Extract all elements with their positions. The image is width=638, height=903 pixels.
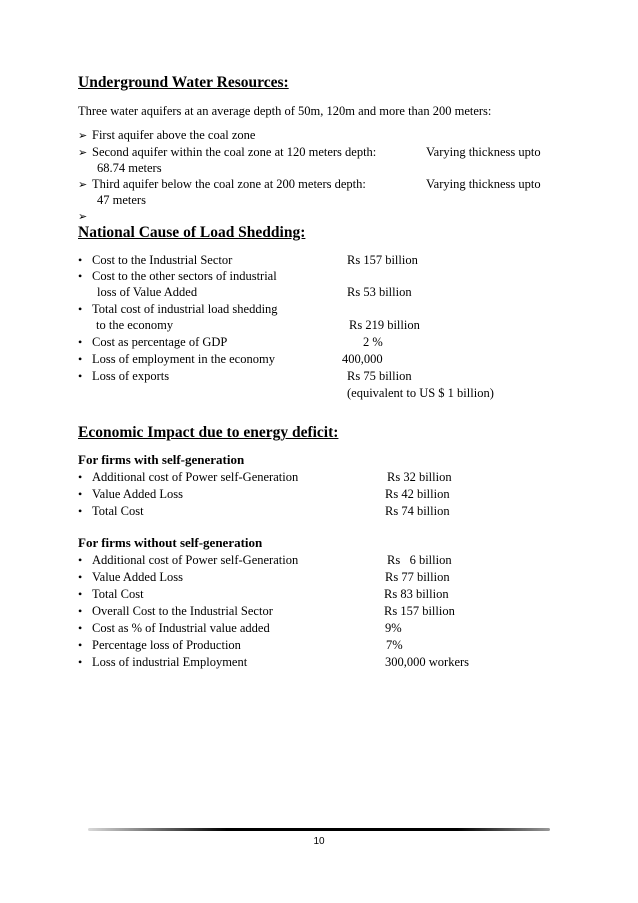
dot-bullet-icon: • [78, 504, 83, 518]
list-item [78, 128, 255, 143]
list-item-empty [78, 209, 92, 224]
list-item-text: Second aquifer within the coal zone at 120 meters depth: [92, 145, 377, 159]
arrow-bullet-icon: ➢ [78, 147, 88, 159]
list-item [78, 369, 169, 384]
list-item-detail: Varying thickness upto [426, 145, 541, 159]
list-item-value: 9% [385, 621, 402, 635]
list-item-value: Rs 219 billion [349, 318, 420, 332]
list-item-value: Rs 42 billion [385, 487, 450, 501]
list-item [78, 302, 278, 317]
dot-bullet-icon: • [78, 269, 83, 283]
section-heading-economic-impact: Economic Impact due to energy deficit: [78, 424, 339, 441]
page-number: 10 [313, 836, 325, 847]
list-item-value: Rs 157 billion [347, 253, 418, 267]
dot-bullet-icon: • [78, 352, 83, 366]
list-item [78, 655, 247, 670]
dot-bullet-icon: • [78, 302, 83, 316]
dot-bullet-icon: • [78, 638, 83, 652]
list-item-label: Cost as percentage of GDP [92, 335, 228, 349]
list-item [78, 335, 227, 350]
list-item [78, 269, 277, 284]
list-item-value: 400,000 [342, 352, 383, 366]
list-item-label-continuation: loss of Value Added [97, 285, 198, 299]
list-item-text: First aquifer above the coal zone [92, 128, 256, 142]
list-item [78, 177, 366, 192]
list-item [78, 504, 144, 519]
footer-divider [88, 828, 550, 831]
list-item [78, 587, 144, 602]
list-item-label-continuation: to the economy [96, 318, 174, 332]
list-item [78, 253, 232, 268]
dot-bullet-icon: • [78, 487, 83, 501]
list-item-label: Cost to the Industrial Sector [92, 253, 233, 267]
intro-text: Three water aquifers at an average depth of 50m, 120m and more than 200 meters: [78, 104, 492, 118]
list-item-value: Rs 83 billion [384, 587, 449, 601]
list-item-label: Loss of exports [92, 369, 170, 383]
list-item [78, 570, 183, 585]
list-item-value-note: (equivalent to US $ 1 billion) [347, 386, 494, 400]
list-item-value: Rs 32 billion [387, 470, 452, 484]
dot-bullet-icon: • [78, 470, 83, 484]
list-item-label: Total cost of industrial load shedding [92, 302, 278, 316]
list-item-value: 300,000 workers [385, 655, 470, 669]
list-item-value: Rs 77 billion [385, 570, 450, 584]
list-item-label: Overall Cost to the Industrial Sector [92, 604, 273, 618]
dot-bullet-icon: • [78, 655, 83, 669]
list-item-value: Rs 74 billion [385, 504, 450, 518]
list-item-continuation: 68.74 meters [97, 161, 162, 175]
list-item-label: Loss of industrial Employment [92, 655, 248, 669]
group-title-with-self-generation: For firms with self-generation [78, 452, 245, 467]
list-item-label: Percentage loss of Production [92, 638, 241, 652]
dot-bullet-icon: • [78, 369, 83, 383]
section-heading-load-shedding: National Cause of Load Shedding: [78, 224, 306, 241]
list-item [78, 604, 273, 619]
list-item-value: 2 % [363, 335, 383, 349]
arrow-bullet-icon: ➢ [78, 179, 88, 191]
list-item-label: Total Cost [92, 504, 144, 518]
list-item-label: Additional cost of Power self-Generation [92, 470, 299, 484]
list-item-label: Cost as % of Industrial value added [92, 621, 270, 635]
dot-bullet-icon: • [78, 553, 83, 567]
list-item [78, 352, 275, 367]
list-item-value: Rs 157 billion [384, 604, 455, 618]
dot-bullet-icon: • [78, 570, 83, 584]
list-item-label: Total Cost [92, 587, 144, 601]
list-item-text: Third aquifer below the coal zone at 200 meters depth: [92, 177, 366, 191]
list-item-label: Loss of employment in the economy [92, 352, 275, 366]
list-item-value: 7% [386, 638, 403, 652]
dot-bullet-icon: • [78, 335, 83, 349]
list-item [78, 553, 298, 568]
list-item-detail: Varying thickness upto [426, 177, 541, 191]
dot-bullet-icon: • [78, 587, 83, 601]
dot-bullet-icon: • [78, 604, 83, 618]
list-item [78, 470, 298, 485]
list-item-value: Rs 6 billion [387, 553, 452, 567]
list-item-continuation: 47 meters [97, 193, 146, 207]
list-item [78, 487, 183, 502]
list-item-label: Value Added Loss [92, 487, 183, 501]
list-item [78, 638, 241, 653]
list-item-label: Additional cost of Power self-Generation [92, 553, 299, 567]
list-item-label: Cost to the other sectors of industrial [92, 269, 277, 283]
list-item [78, 145, 376, 160]
dot-bullet-icon: • [78, 253, 83, 267]
group-title-without-self-generation: For firms without self-generation [78, 535, 263, 550]
list-item-value: Rs 75 billion [347, 369, 412, 383]
section-heading-underground-water: Underground Water Resources: [78, 74, 289, 91]
arrow-bullet-icon: ➢ [78, 130, 88, 142]
list-item-value: Rs 53 billion [347, 285, 412, 299]
list-item-label: Value Added Loss [92, 570, 183, 584]
list-item [78, 621, 270, 636]
arrow-bullet-icon: ➢ [78, 211, 88, 223]
dot-bullet-icon: • [78, 621, 83, 635]
